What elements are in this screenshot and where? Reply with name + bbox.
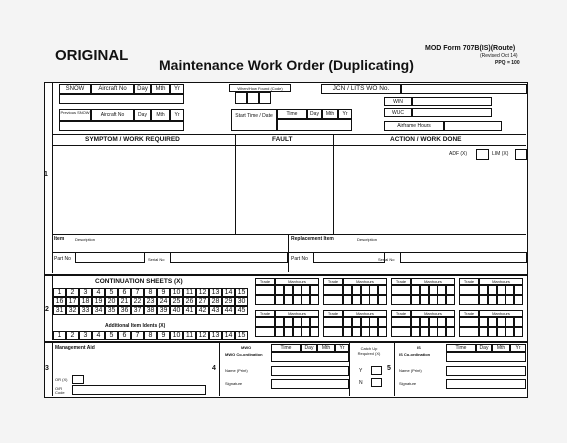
section-number-4: 4 bbox=[212, 365, 216, 372]
serial-no-input[interactable] bbox=[170, 252, 288, 263]
manhours-digit-input[interactable] bbox=[343, 327, 352, 337]
section-1 bbox=[44, 82, 528, 275]
continuation-sheet-14[interactable]: 14 bbox=[222, 288, 235, 297]
continuation-sheet-37[interactable]: 37 bbox=[131, 306, 144, 315]
manhours-digit-input[interactable] bbox=[310, 285, 319, 295]
wuc-label: WUC bbox=[384, 108, 412, 117]
mwo-yr-label: Yr bbox=[335, 344, 349, 352]
start-time-date-label: Start Time / Date bbox=[231, 109, 277, 131]
manhours-digit-input[interactable] bbox=[275, 327, 284, 337]
manhours-label: Manhours bbox=[343, 278, 387, 285]
manhours-digit-input[interactable] bbox=[420, 317, 429, 327]
continuation-sheet-41[interactable]: 41 bbox=[183, 306, 196, 315]
continuation-sheet-26[interactable]: 26 bbox=[183, 297, 196, 306]
section-number-3: 3 bbox=[45, 365, 49, 372]
manhours-digit-input[interactable] bbox=[293, 327, 302, 337]
trade-block bbox=[459, 278, 523, 306]
manhours-digit-input[interactable] bbox=[284, 295, 293, 305]
snow-label: SNOW bbox=[59, 84, 91, 94]
catch-up-yes-label: Y bbox=[359, 368, 363, 374]
manhours-digit-input[interactable] bbox=[310, 317, 319, 327]
item-label: Item bbox=[54, 236, 65, 242]
when-how-found-label: When/How Found (Code) bbox=[229, 84, 291, 92]
manhours-digit-input[interactable] bbox=[488, 327, 497, 337]
additional-ident-6[interactable]: 6 bbox=[118, 331, 131, 340]
continuation-sheet-31[interactable]: 31 bbox=[53, 306, 66, 315]
additional-ident-7[interactable]: 7 bbox=[131, 331, 144, 340]
trade-input[interactable] bbox=[391, 317, 411, 327]
continuation-sheets-label: CONTINUATION SHEETS (X) bbox=[95, 278, 183, 285]
trade-label: Trade bbox=[459, 310, 479, 317]
manhours-digit-input[interactable] bbox=[301, 285, 310, 295]
additional-ident-10[interactable]: 10 bbox=[170, 331, 183, 340]
found-code-3[interactable] bbox=[259, 92, 271, 104]
manhours-digit-input[interactable] bbox=[429, 317, 438, 327]
continuation-sheet-17[interactable]: 17 bbox=[66, 297, 79, 306]
mwo-time-input[interactable] bbox=[271, 352, 349, 362]
manhours-digit-input[interactable] bbox=[437, 285, 446, 295]
win-input[interactable] bbox=[412, 97, 492, 106]
manhours-digit-input[interactable] bbox=[378, 285, 387, 295]
prev-yr-label: Yr bbox=[170, 109, 184, 121]
section-number-2: 2 bbox=[45, 306, 49, 313]
airframe-hours-label: Airframe Hours bbox=[384, 121, 444, 131]
manhours-digit-input[interactable] bbox=[479, 295, 488, 305]
adf-label: ADF (X) bbox=[449, 151, 468, 157]
start-time-input[interactable] bbox=[277, 119, 352, 131]
continuation-sheet-43[interactable]: 43 bbox=[209, 306, 222, 315]
additional-ident-3[interactable]: 3 bbox=[79, 331, 92, 340]
mwo-label: MWO bbox=[241, 345, 252, 350]
manhours-digit-input[interactable] bbox=[352, 295, 361, 305]
manhours-digit-input[interactable] bbox=[361, 295, 370, 305]
continuation-sheet-32[interactable]: 32 bbox=[66, 306, 79, 315]
trade-block bbox=[255, 310, 319, 338]
manhours-digit-input[interactable] bbox=[514, 295, 523, 305]
manhours-digit-input[interactable] bbox=[446, 317, 455, 327]
continuation-sheet-13[interactable]: 13 bbox=[209, 288, 222, 297]
page-title: Maintenance Work Order (Duplicating) bbox=[159, 57, 414, 73]
replacement-serial-no-input[interactable] bbox=[400, 252, 527, 263]
continuation-sheet-6[interactable]: 6 bbox=[118, 288, 131, 297]
catch-up-no-checkbox[interactable] bbox=[371, 378, 382, 387]
continuation-sheet-3[interactable]: 3 bbox=[79, 288, 92, 297]
prev-day-label: Day bbox=[134, 109, 151, 121]
previous-snow-label: Previous SNOW bbox=[59, 109, 91, 121]
manhours-digit-input[interactable] bbox=[369, 295, 378, 305]
trade-input[interactable] bbox=[323, 295, 343, 305]
jcn-input[interactable] bbox=[401, 84, 527, 94]
part-no-input[interactable] bbox=[75, 252, 145, 263]
or-label: OR (X) bbox=[55, 377, 68, 382]
start-day-label: Day bbox=[307, 109, 322, 119]
replacement-serial-no-label: Serial No bbox=[378, 257, 395, 262]
additional-ident-8[interactable]: 8 bbox=[144, 331, 157, 340]
mwo-coordination-label: MWO Co-ordination bbox=[225, 352, 263, 357]
jcn-label: JCN / LITS WO No. bbox=[321, 84, 401, 94]
manhours-digit-input[interactable] bbox=[420, 295, 429, 305]
part-no-label: Part No bbox=[54, 256, 71, 262]
start-mth-label: Mth bbox=[322, 109, 338, 119]
trade-block bbox=[391, 278, 455, 306]
day-label: Day bbox=[134, 84, 151, 94]
wuc-input[interactable] bbox=[412, 108, 492, 117]
manhours-digit-input[interactable] bbox=[429, 327, 438, 337]
manhours-digit-input[interactable] bbox=[378, 327, 387, 337]
manhours-digit-input[interactable] bbox=[361, 285, 370, 295]
trade-label: Trade bbox=[323, 310, 343, 317]
trade-input[interactable] bbox=[255, 327, 275, 337]
trade-block bbox=[323, 278, 387, 306]
additional-idents-label: Additional Item Idents (X) bbox=[105, 323, 166, 329]
additional-ident-14[interactable]: 14 bbox=[222, 331, 235, 340]
continuation-sheet-9[interactable]: 9 bbox=[157, 288, 170, 297]
is-day-label: Day bbox=[476, 344, 492, 352]
manhours-digit-input[interactable] bbox=[378, 295, 387, 305]
continuation-sheet-38[interactable]: 38 bbox=[144, 306, 157, 315]
adf-checkbox[interactable] bbox=[476, 149, 489, 160]
section-2 bbox=[44, 275, 528, 342]
manhours-digit-input[interactable] bbox=[293, 285, 302, 295]
continuation-sheet-36[interactable]: 36 bbox=[118, 306, 131, 315]
lim-checkbox[interactable] bbox=[515, 149, 527, 160]
continuation-sheet-24[interactable]: 24 bbox=[157, 297, 170, 306]
trade-input[interactable] bbox=[391, 295, 411, 305]
or-code-input[interactable] bbox=[72, 385, 206, 395]
manhours-digit-input[interactable] bbox=[275, 317, 284, 327]
continuation-sheet-30[interactable]: 30 bbox=[235, 297, 248, 306]
manhours-digit-input[interactable] bbox=[275, 295, 284, 305]
prev-mth-label: Mth bbox=[151, 109, 170, 121]
continuation-sheet-23[interactable]: 23 bbox=[144, 297, 157, 306]
additional-ident-11[interactable]: 11 bbox=[183, 331, 196, 340]
continuation-sheet-7[interactable]: 7 bbox=[131, 288, 144, 297]
found-code-1[interactable] bbox=[235, 92, 247, 104]
item-description-label: Description bbox=[75, 237, 96, 242]
management-aid-label: Management Aid bbox=[55, 345, 95, 351]
mwo-signature-label: Signature bbox=[225, 381, 243, 386]
manhours-digit-input[interactable] bbox=[352, 317, 361, 327]
trade-input[interactable] bbox=[391, 285, 411, 295]
mwo-mth-label: Mth bbox=[317, 344, 335, 352]
snow-input[interactable] bbox=[59, 94, 184, 104]
is-mth-label: Mth bbox=[492, 344, 510, 352]
form-number: MOD Form 707B(IS)(Route) bbox=[425, 45, 516, 52]
trade-label: Trade bbox=[323, 278, 343, 285]
trade-block bbox=[391, 310, 455, 338]
continuation-sheet-1[interactable]: 1 bbox=[53, 288, 66, 297]
aircraft-no-label: Aircraft No bbox=[91, 84, 134, 94]
continuation-sheet-16[interactable]: 16 bbox=[53, 297, 66, 306]
manhours-digit-input[interactable] bbox=[505, 285, 514, 295]
manhours-digit-input[interactable] bbox=[479, 285, 488, 295]
manhours-digit-input[interactable] bbox=[343, 295, 352, 305]
start-time-label: Time bbox=[277, 109, 307, 119]
replacement-part-no-label: Part No bbox=[291, 256, 308, 262]
continuation-sheet-10[interactable]: 10 bbox=[170, 288, 183, 297]
is-time-label: Time bbox=[446, 344, 476, 352]
manhours-digit-input[interactable] bbox=[293, 295, 302, 305]
manhours-digit-input[interactable] bbox=[293, 317, 302, 327]
manhours-digit-input[interactable] bbox=[505, 317, 514, 327]
section-number-1: 1 bbox=[44, 171, 48, 178]
manhours-digit-input[interactable] bbox=[505, 295, 514, 305]
is-time-input[interactable] bbox=[446, 352, 526, 362]
manhours-label: Manhours bbox=[479, 278, 523, 285]
catch-up-no-label: N bbox=[359, 380, 363, 386]
mwo-time-label: Time bbox=[271, 344, 301, 352]
manhours-label: Manhours bbox=[275, 278, 319, 285]
original-label: ORIGINAL bbox=[55, 47, 129, 64]
manhours-digit-input[interactable] bbox=[420, 285, 429, 295]
serial-no-label: Serial No bbox=[148, 257, 165, 262]
manhours-digit-input[interactable] bbox=[429, 295, 438, 305]
continuation-sheet-20[interactable]: 20 bbox=[105, 297, 118, 306]
manhours-digit-input[interactable] bbox=[284, 327, 293, 337]
or-code-label: O/R Code bbox=[55, 386, 65, 395]
trade-label: Trade bbox=[459, 278, 479, 285]
prev-aircraft-no-label: Aircraft No bbox=[91, 109, 134, 121]
fault-header: FAULT bbox=[272, 136, 293, 143]
trade-input[interactable] bbox=[323, 285, 343, 295]
continuation-sheet-45[interactable]: 45 bbox=[235, 306, 248, 315]
manhours-digit-input[interactable] bbox=[343, 317, 352, 327]
manhours-label: Manhours bbox=[411, 310, 455, 317]
continuation-sheet-2[interactable]: 2 bbox=[66, 288, 79, 297]
symptom-header: SYMPTOM / WORK REQUIRED bbox=[85, 136, 180, 143]
is-label: IS bbox=[417, 345, 421, 350]
manhours-digit-input[interactable] bbox=[361, 317, 370, 327]
yr-label: Yr bbox=[170, 84, 184, 94]
continuation-sheet-12[interactable]: 12 bbox=[196, 288, 209, 297]
catch-up-yes-checkbox[interactable] bbox=[371, 366, 382, 375]
continuation-sheet-40[interactable]: 40 bbox=[170, 306, 183, 315]
is-name-label: Name (Print) bbox=[399, 368, 422, 373]
replacement-item-label: Replacement Item bbox=[291, 236, 334, 242]
manhours-digit-input[interactable] bbox=[310, 327, 319, 337]
manhours-digit-input[interactable] bbox=[437, 327, 446, 337]
additional-ident-5[interactable]: 5 bbox=[105, 331, 118, 340]
additional-ident-4[interactable]: 4 bbox=[92, 331, 105, 340]
manhours-digit-input[interactable] bbox=[301, 327, 310, 337]
continuation-sheet-4[interactable]: 4 bbox=[92, 288, 105, 297]
continuation-sheet-22[interactable]: 22 bbox=[131, 297, 144, 306]
continuation-sheet-5[interactable]: 5 bbox=[105, 288, 118, 297]
manhours-digit-input[interactable] bbox=[446, 285, 455, 295]
is-signature-label: Signature bbox=[399, 381, 417, 386]
continuation-sheet-39[interactable]: 39 bbox=[157, 306, 170, 315]
manhours-label: Manhours bbox=[275, 310, 319, 317]
mth-label: Mth bbox=[151, 84, 170, 94]
win-label: WIN bbox=[384, 97, 412, 106]
action-header: ACTION / WORK DONE bbox=[390, 136, 462, 143]
continuation-sheet-18[interactable]: 18 bbox=[79, 297, 92, 306]
manhours-label: Manhours bbox=[343, 310, 387, 317]
trade-input[interactable] bbox=[391, 327, 411, 337]
manhours-digit-input[interactable] bbox=[361, 327, 370, 337]
manhours-digit-input[interactable] bbox=[497, 317, 506, 327]
continuation-sheet-19[interactable]: 19 bbox=[92, 297, 105, 306]
trade-input[interactable] bbox=[323, 327, 343, 337]
additional-ident-9[interactable]: 9 bbox=[157, 331, 170, 340]
manhours-digit-input[interactable] bbox=[284, 317, 293, 327]
manhours-digit-input[interactable] bbox=[488, 285, 497, 295]
manhours-digit-input[interactable] bbox=[275, 285, 284, 295]
continuation-sheet-35[interactable]: 35 bbox=[105, 306, 118, 315]
manhours-digit-input[interactable] bbox=[411, 317, 420, 327]
ppq-note: PPQ = 100 bbox=[495, 60, 520, 66]
manhours-digit-input[interactable] bbox=[284, 285, 293, 295]
mwo-name-label: Name (Print) bbox=[225, 368, 248, 373]
trade-label: Trade bbox=[255, 310, 275, 317]
mwo-signature-input[interactable] bbox=[271, 379, 349, 389]
is-yr-label: Yr bbox=[510, 344, 526, 352]
trade-label: Trade bbox=[391, 278, 411, 285]
manhours-digit-input[interactable] bbox=[369, 285, 378, 295]
trade-input[interactable] bbox=[459, 327, 479, 337]
manhours-digit-input[interactable] bbox=[343, 285, 352, 295]
mwo-day-label: Day bbox=[301, 344, 317, 352]
is-coordination-label: IS Co-ordination bbox=[399, 352, 431, 357]
continuation-sheet-29[interactable]: 29 bbox=[222, 297, 235, 306]
additional-ident-2[interactable]: 2 bbox=[66, 331, 79, 340]
trade-input[interactable] bbox=[459, 317, 479, 327]
additional-ident-15[interactable]: 15 bbox=[235, 331, 248, 340]
continuation-sheet-8[interactable]: 8 bbox=[144, 288, 157, 297]
manhours-digit-input[interactable] bbox=[301, 317, 310, 327]
continuation-sheet-28[interactable]: 28 bbox=[209, 297, 222, 306]
manhours-digit-input[interactable] bbox=[369, 317, 378, 327]
additional-ident-13[interactable]: 13 bbox=[209, 331, 222, 340]
trade-input[interactable] bbox=[255, 285, 275, 295]
trade-block bbox=[323, 310, 387, 338]
trade-block bbox=[459, 310, 523, 338]
airframe-hours-input[interactable] bbox=[444, 121, 502, 131]
manhours-digit-input[interactable] bbox=[497, 285, 506, 295]
manhours-digit-input[interactable] bbox=[488, 317, 497, 327]
manhours-digit-input[interactable] bbox=[310, 295, 319, 305]
continuation-sheet-25[interactable]: 25 bbox=[170, 297, 183, 306]
additional-ident-12[interactable]: 12 bbox=[196, 331, 209, 340]
manhours-digit-input[interactable] bbox=[514, 285, 523, 295]
manhours-label: Manhours bbox=[479, 310, 523, 317]
trade-input[interactable] bbox=[255, 295, 275, 305]
manhours-label: Manhours bbox=[411, 278, 455, 285]
section-3 bbox=[44, 342, 528, 398]
trade-input[interactable] bbox=[459, 295, 479, 305]
previous-snow-input[interactable] bbox=[59, 121, 184, 131]
continuation-sheet-11[interactable]: 11 bbox=[183, 288, 196, 297]
trade-input[interactable] bbox=[255, 317, 275, 327]
manhours-digit-input[interactable] bbox=[420, 327, 429, 337]
manhours-digit-input[interactable] bbox=[378, 317, 387, 327]
replacement-part-no-input[interactable] bbox=[313, 252, 385, 263]
manhours-digit-input[interactable] bbox=[497, 327, 506, 337]
manhours-digit-input[interactable] bbox=[429, 285, 438, 295]
manhours-digit-input[interactable] bbox=[437, 317, 446, 327]
start-yr-label: Yr bbox=[338, 109, 352, 119]
or-checkbox[interactable] bbox=[72, 375, 84, 384]
manhours-digit-input[interactable] bbox=[301, 295, 310, 305]
manhours-digit-input[interactable] bbox=[497, 295, 506, 305]
manhours-digit-input[interactable] bbox=[411, 285, 420, 295]
continuation-sheet-44[interactable]: 44 bbox=[222, 306, 235, 315]
manhours-digit-input[interactable] bbox=[446, 295, 455, 305]
trade-input[interactable] bbox=[459, 285, 479, 295]
continuation-sheet-34[interactable]: 34 bbox=[92, 306, 105, 315]
manhours-digit-input[interactable] bbox=[514, 317, 523, 327]
trade-input[interactable] bbox=[323, 317, 343, 327]
continuation-sheet-15[interactable]: 15 bbox=[235, 288, 248, 297]
manhours-digit-input[interactable] bbox=[352, 285, 361, 295]
manhours-digit-input[interactable] bbox=[488, 295, 497, 305]
is-signature-input[interactable] bbox=[446, 379, 526, 389]
lim-label: LIM (X) bbox=[492, 151, 509, 157]
continuation-sheet-33[interactable]: 33 bbox=[79, 306, 92, 315]
manhours-digit-input[interactable] bbox=[369, 327, 378, 337]
mwo-name-input[interactable] bbox=[271, 366, 349, 376]
section-number-5: 5 bbox=[387, 365, 391, 372]
manhours-digit-input[interactable] bbox=[446, 327, 455, 337]
manhours-digit-input[interactable] bbox=[352, 327, 361, 337]
manhours-digit-input[interactable] bbox=[505, 327, 514, 337]
manhours-digit-input[interactable] bbox=[411, 327, 420, 337]
continuation-sheet-42[interactable]: 42 bbox=[196, 306, 209, 315]
continuation-sheet-21[interactable]: 21 bbox=[118, 297, 131, 306]
trade-label: Trade bbox=[391, 310, 411, 317]
trade-label: Trade bbox=[255, 278, 275, 285]
manhours-digit-input[interactable] bbox=[479, 327, 488, 337]
manhours-digit-input[interactable] bbox=[514, 327, 523, 337]
continuation-sheet-27[interactable]: 27 bbox=[196, 297, 209, 306]
manhours-digit-input[interactable] bbox=[437, 295, 446, 305]
found-code-2[interactable] bbox=[247, 92, 259, 104]
additional-ident-1[interactable]: 1 bbox=[53, 331, 66, 340]
manhours-digit-input[interactable] bbox=[479, 317, 488, 327]
is-name-input[interactable] bbox=[446, 366, 526, 376]
revision-note: (Revised Oct 14) bbox=[480, 53, 518, 59]
catch-up-label: Catch Up Required (X) bbox=[357, 346, 381, 356]
replacement-description-label: Description bbox=[357, 237, 378, 242]
manhours-digit-input[interactable] bbox=[411, 295, 420, 305]
trade-block bbox=[255, 278, 319, 306]
